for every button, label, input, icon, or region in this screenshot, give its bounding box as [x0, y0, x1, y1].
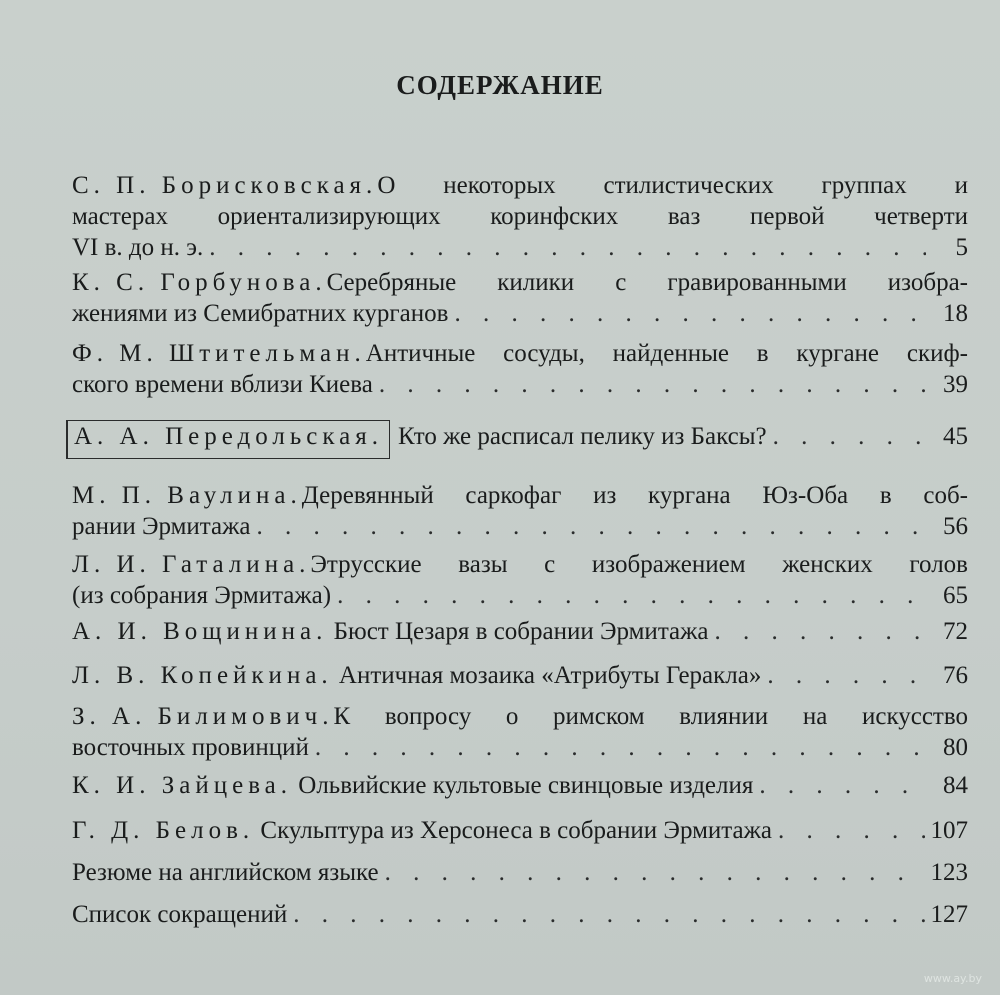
leader-dots: [773, 421, 926, 452]
toc-entry: [72, 857, 968, 888]
toc-line: [72, 580, 968, 611]
toc-entry: [72, 701, 968, 763]
page-number: 84: [943, 772, 968, 799]
leader-dots: [257, 511, 926, 542]
toc-author: М. П. Ваулина.: [72, 482, 302, 509]
page-number: 45: [943, 423, 968, 450]
toc-title-text: К вопросу о римском влиянии на искусство: [333, 703, 968, 730]
toc-line: [72, 480, 968, 511]
leader-dots: [293, 899, 924, 930]
page-title: СОДЕРЖАНИЕ: [396, 70, 604, 100]
toc-entry: [72, 170, 968, 263]
toc-line: [72, 420, 968, 459]
toc-line: [72, 267, 968, 298]
toc-entry: [72, 616, 968, 647]
leader-dots: [767, 660, 926, 691]
toc-entry: [72, 420, 968, 459]
toc-title-text: Бюст Цезаря в собрании Эрмитажа: [333, 618, 709, 645]
toc-entry: [72, 480, 968, 542]
toc-title-text: Античные сосуды, найденные в кургане скиф-: [365, 340, 968, 367]
page-number: 127: [930, 901, 968, 928]
toc-title-text: VI в. до н. э.: [72, 234, 204, 261]
toc-title-text: Резюме на английском языке: [72, 859, 379, 886]
page-number: 72: [943, 618, 968, 645]
toc-line: [72, 701, 968, 732]
toc-line: [72, 616, 968, 647]
toc-title-text: Список сокращений: [72, 901, 288, 928]
toc-title-text: Серебряные килики с гравированными изобра-: [326, 269, 968, 296]
toc-title-text: рании Эрмитажа: [72, 513, 251, 540]
toc-title-text: Деревянный саркофаг из кургана Юз-Оба в соб-: [301, 482, 968, 509]
toc-line: [72, 201, 968, 232]
toc-author: Г. Д. Белов.: [72, 817, 255, 844]
toc-title-text: Античная мозаика «Атрибуты Геракла»: [338, 662, 762, 689]
page-number: 107: [930, 817, 968, 844]
toc-title-text: ского времени вблизи Киева: [72, 371, 373, 398]
leader-dots: [337, 580, 926, 611]
toc-entry: [72, 770, 968, 801]
toc-title-text: жениями из Семибратних курганов: [72, 300, 449, 327]
leader-dots: [715, 616, 926, 647]
toc-entry: [72, 815, 968, 846]
leader-dots: [315, 732, 926, 763]
toc-author: Ф. М. Штительман.: [72, 340, 366, 367]
leader-dots: [385, 857, 925, 888]
toc-author: С. П. Борисковская.: [72, 172, 378, 199]
toc-line: [72, 369, 968, 400]
toc-entry: [72, 899, 968, 930]
toc-title-text: (из собрания Эрмитажа): [72, 582, 332, 609]
leader-dots: [454, 298, 926, 329]
page-number: 56: [943, 513, 968, 540]
toc-line: [72, 660, 968, 691]
toc-author: К. С. Горбунова.: [72, 269, 327, 296]
toc-author: А. И. Вощинина.: [72, 618, 328, 645]
toc-title-text: Скульптура из Херсонеса в собрании Эрмитажа: [260, 817, 772, 844]
toc-line: [72, 770, 968, 801]
toc-line: [72, 857, 968, 888]
page-number: 5: [955, 234, 968, 261]
toc-title-text: Кто же расписал пелику из Баксы?: [398, 423, 767, 450]
leader-dots: [209, 232, 926, 263]
toc-line: [72, 511, 968, 542]
page-number: 76: [943, 662, 968, 689]
page-number: 123: [930, 859, 968, 886]
toc-author: А. А. Передольская.: [66, 420, 390, 459]
toc-line: [72, 815, 968, 846]
leader-dots: [759, 770, 926, 801]
toc-author: Л. В. Копейкина.: [72, 662, 333, 689]
toc-title-text: Ольвийские культовые свинцовые изделия: [298, 772, 754, 799]
page-number: 65: [943, 582, 968, 609]
toc-author: К. И. Зайцева.: [72, 772, 293, 799]
toc-line: [72, 170, 968, 201]
leader-dots: [379, 369, 926, 400]
toc-entry: [72, 549, 968, 611]
toc-title-text: Этрусские вазы с изображением женских голов: [310, 551, 968, 578]
toc-line: [72, 338, 968, 369]
page-number: 80: [943, 734, 968, 761]
toc-title-text: восточных провинций: [72, 734, 309, 761]
toc-title-text: О некоторых стилистических группах и: [377, 172, 968, 199]
toc-entry: [72, 267, 968, 329]
toc-line: [72, 298, 968, 329]
toc-line: [72, 899, 968, 930]
toc-line: [72, 732, 968, 763]
toc-entry: [72, 660, 968, 691]
toc-line: [72, 549, 968, 580]
leader-dots: [778, 815, 925, 846]
page-number: 39: [943, 371, 968, 398]
toc-line: [72, 232, 968, 263]
watermark: www.ay.by: [923, 972, 982, 985]
page-number: 18: [943, 300, 968, 327]
toc-author: З. А. Билимович.: [72, 703, 334, 730]
toc-entry: [72, 338, 968, 400]
toc-title-text: мастерах ориентализирующих коринфских ваз первой четверти: [72, 203, 968, 230]
toc-author: Л. И. Гаталина.: [72, 551, 311, 578]
